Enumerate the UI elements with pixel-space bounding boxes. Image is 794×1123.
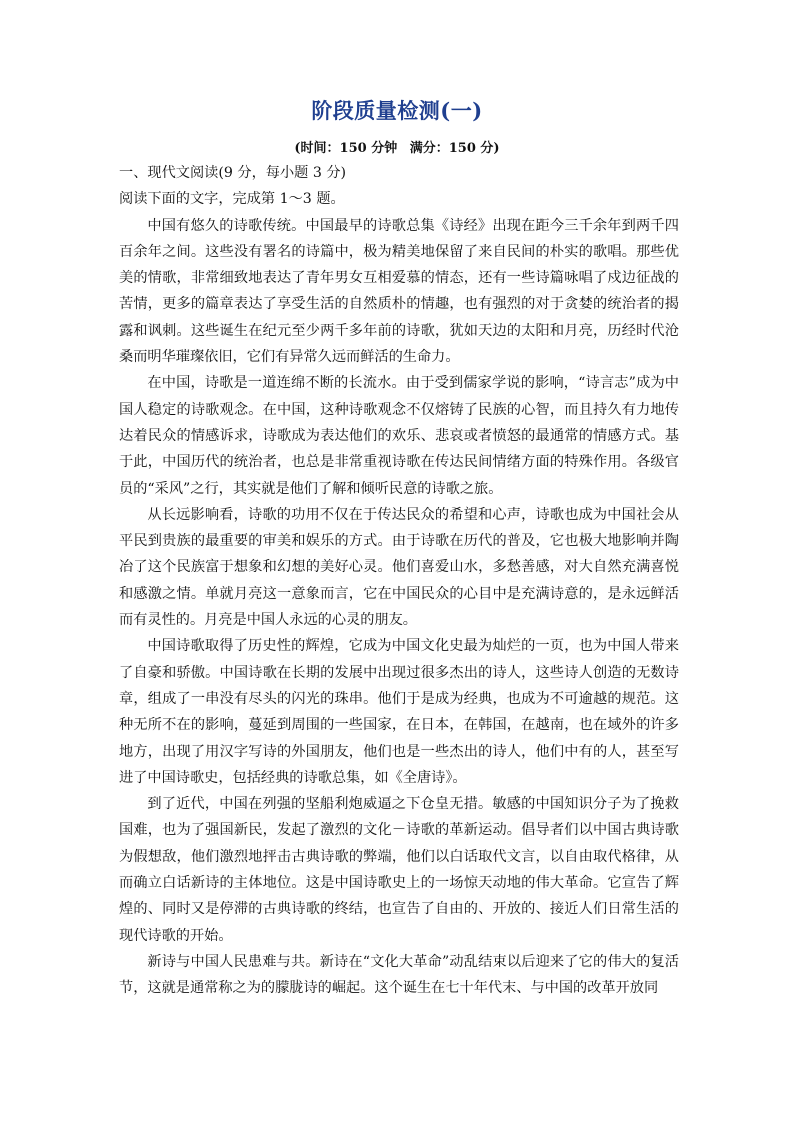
reading-section: [119, 160, 679, 1002]
passage-paragraph-1: 中国有悠久的诗歌传统。中国最早的诗歌总集《诗经》出现在距今三千余年到两千四百余年之间。这些没有署名的诗篇中，极为精美地保留了来自民间的朴实的歌唱。那些优美的情歌，非常细致地表达了青年男女互相爱慕的情态，还有一些诗篇咏唱了戍边征战的苦情，更多的篇章表达了享受生活的自然质朴的情趣，也有强烈的对于贪婪的统治者的揭露和讽刺。这些诞生在纪元至少两千多年前的诗歌，犹如天边的太阳和月亮，历经时代沧桑而明华璀璨依旧，它们有异常久远而鲜活的生命力。: [119, 217, 679, 366]
exam-meta: [0, 137, 794, 156]
full-score: 满分：150 分): [409, 141, 500, 156]
time-limit: (时间：150 分钟: [294, 141, 398, 156]
section-instruction: 阅读下面的文字，完成第 1～3 题。: [119, 191, 345, 208]
passage-paragraph-2: 在中国，诗歌是一道连绵不断的长流水。由于受到儒家学说的影响，“诗言志”成为中国人稳定的诗歌观念。在中国，这种诗歌观念不仅熔铸了民族的心智，而且持久有力地传达着民众的情感诉求，诗歌成为表达他们的欢乐、悲哀或者愤怒的最通常的情感方式。基于此，中国历代的统治者，也总是非常重视诗歌在传达民间情绪方面的特殊作用。各级官员的“采风”之行，其实就是他们了解和倾听民意的诗歌之旅。: [119, 375, 679, 497]
section-heading: 一、现代文阅读(9 分，每小题 3 分): [119, 165, 347, 181]
passage-paragraph-6: 新诗与中国人民患难与共。新诗在“文化大革命”动乱结束以后迎来了它的伟大的复活节，这就是通常称之为的朦胧诗的崛起。这个诞生在七十年代末、与中国的改革开放同: [119, 953, 679, 997]
passage-paragraph-4: 中国诗歌取得了历史性的辉煌，它成为中国文化史最为灿烂的一页，也为中国人带来了自豪和骄傲。中国诗歌在长期的发展中出现过很多杰出的诗人，这些诗人创造的无数诗章，组成了一串没有尽头的闪光的珠串。他们于是成为经典，也成为不可逾越的规范。这种无所不在的影响，蔓延到周围的一些国家，在日本，在韩国，在越南，也在域外的许多地方，出现了用汉字写诗的外国朋友，他们也是一些杰出的诗人，他们中有的人，甚至写进了中国诗歌史，包括经典的诗歌总集，如《全唐诗》。: [119, 638, 679, 786]
passage-paragraph-3: 从长远影响看，诗歌的功用不仅在于传达民众的希望和心声，诗歌也成为中国社会从平民到贵族的最重要的审美和娱乐的方式。由于诗歌在历代的普及，它也极大地影响并陶冶了这个民族富于想象和幻想的美好心灵。他们喜爱山水，多愁善感，对大自然充满喜悦和感激之情。单就月亮这一意象而言，它在中国民众的心目中是充满诗意的，是永远鲜活而有灵性的。月亮是中国人永远的心灵的朋友。: [119, 506, 679, 629]
page-title: 阶段质量检测(一): [311, 98, 483, 123]
passage-paragraph-5: 到了近代，中国在列强的坚船利炮威逼之下仓皇无措。敏感的中国知识分子为了挽救国难，也为了强国新民，发起了激烈的文化－诗歌的革新运动。倡导者们以中国古典诗歌为假想敌，他们激烈地抨击古典诗歌的弊端，他们以白话取代文言，以自由取代格律，从而确立白话新诗的主体地位。这是中国诗歌史上的一场惊天动地的伟大革命。它宣告了辉煌的、同时又是停滞的古典诗歌的终结，也宣告了自由的、开放的、接近人们日常生活的现代诗歌的开始。: [119, 796, 679, 944]
